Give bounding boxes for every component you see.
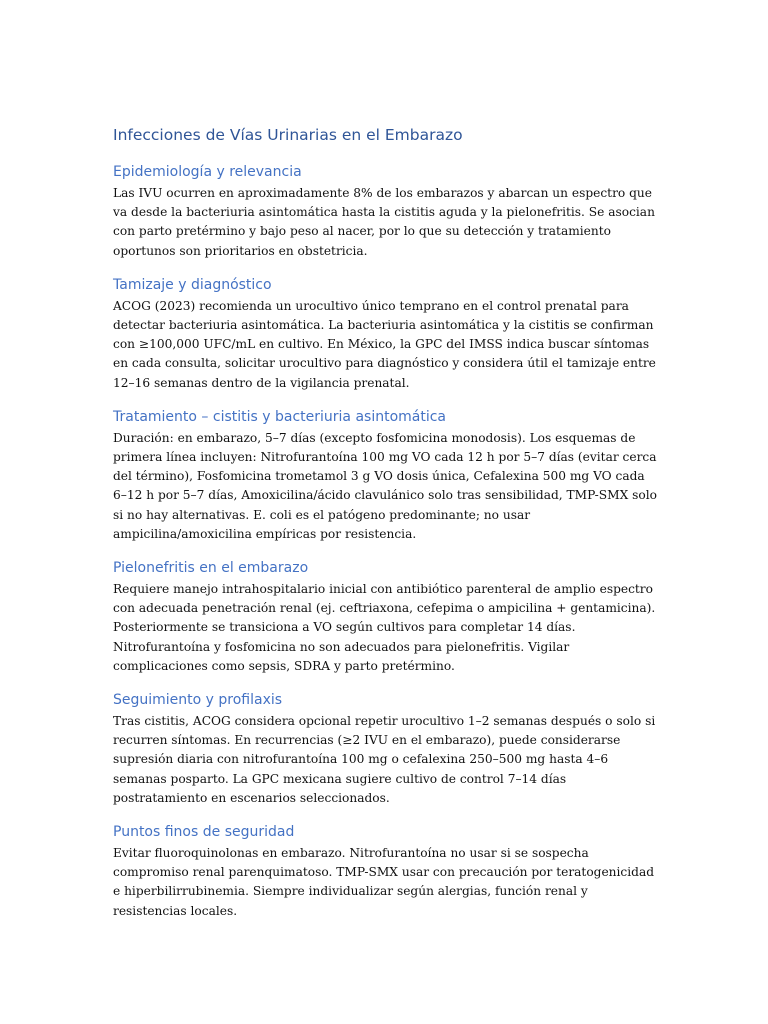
- section-heading: Epidemiología y relevancia: [113, 164, 302, 180]
- document-content: [113, 122, 658, 935]
- section-body: Tras cistitis, ACOG considera opcional repetir urocultivo 1–2 semanas después o solo si recurren síntomas. En recurrencias (≥2 IVU en el embarazo), puede considerarse supresión diaria con nitrofurantoína 100 mg o cefalexina 250–500 mg hasta 4–6 semanas posparto. La GPC mexicana sugiere cultivo de control 7–14 días postratamiento en escenarios seleccionados.: [113, 714, 656, 805]
- section-heading: Tamizaje y diagnóstico: [113, 276, 272, 293]
- section-body: ACOG (2023) recomienda un urocultivo único temprano en el control prenatal para detectar bacteriuria asintomática. La bacteriuria asintomática y la cistitis se confirman con ≥100,000 UFC/mL en cultivo. En México, la GPC del IMSS indica buscar síntomas en cada consulta, solicitar urocultivo para diagnóstico y considera útil el tamizaje entre 12–16 semanas dentro de la vigilancia prenatal.: [113, 298, 656, 390]
- section-seguridad: [113, 822, 658, 921]
- section-body: Duración: en embarazo, 5–7 días (excepto fosfomicina monodosis). Los esquemas de primera línea incluyen: Nitrofurantoína 100 mg VO cada 12 h por 5–7 días (evitar cerca del término), Fosfomicina trometamol 3 g VO dosis única, Cefalexina 500 mg VO cada 6–12 h por 5–7 días, Amoxicilina/ácido clavulánico solo tras sensibilidad, TMP-SMX solo si no hay alternativas. E. coli es el patógeno predominante; no usar ampicilina/amoxicilina empíricas por resistencia.: [113, 430, 657, 541]
- section-tamizaje: [113, 275, 658, 393]
- section-body: Las IVU ocurren en aproximadamente 8% de los embarazos y abarcan un espectro que va desde la bacteriuria asintomática hasta la cistitis aguda y la pielonefritis. Se asocian con parto pretérmino y bajo peso al nacer, por lo que su detección y tratamiento oportunos son prioritarios en obstetricia.: [113, 186, 655, 258]
- section-body: Evitar fluoroquinolonas en embarazo. Nitrofurantoína no usar si se sospecha compromiso renal parenquimatoso. TMP-SMX usar con precaución por teratogenicidad e hiperbilirrubinemia. Siempre individualizar según alergias, función renal y resistencias locales.: [113, 846, 655, 918]
- section-heading: Seguimiento y profilaxis: [113, 692, 283, 709]
- section-tratamiento: [113, 407, 658, 544]
- section-body: Requiere manejo intrahospitalario inicial con antibiótico parenteral de amplio espectro con adecuada penetración renal (ej. ceftriaxona, cefepima o ampicilina + gentamicina). Posteriormente se transiciona a VO según cultivos para completar 14 días. Nitrofurantoína y fosfomicina no son adecuados para pielonefritis. Vigilar complicaciones como sepsis, SDRA y parto pretérmino.: [113, 582, 656, 673]
- section-epidemiologia: [113, 162, 658, 261]
- section-heading: Tratamiento – cistitis y bacteriuria asintomática: [113, 408, 447, 425]
- section-heading: Puntos finos de seguridad: [113, 824, 295, 841]
- section-heading: Pielonefritis en el embarazo: [113, 560, 309, 577]
- section-seguimiento: [113, 690, 658, 808]
- document-title: Infecciones de Vías Urinarias en el Embarazo: [113, 126, 463, 144]
- section-pielonefritis: [113, 558, 658, 676]
